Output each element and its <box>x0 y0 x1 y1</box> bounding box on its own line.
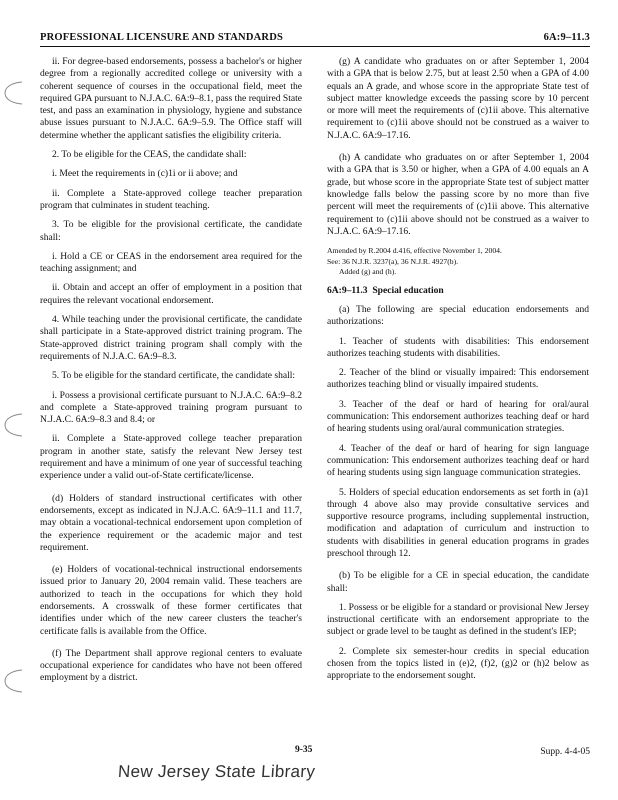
paragraph: 4. While teaching under the provisional certificate, the candidate shall participate in a State-approved district training program. The State-approved district training program shall comply with the requirements of N.J.A.C. 6A:9–8.3. <box>40 314 302 362</box>
paragraph: (b) To be eligible for a CE in special education, the candidate shall: <box>327 570 589 594</box>
page-header <box>40 30 590 47</box>
binder-hole-mark <box>2 412 26 438</box>
paragraph: 4. Teacher of the deaf or hard of hearing for sign language communication: This endorsement authorizes teaching deaf or hard of hearing students using sign language communication strategies. <box>327 442 589 479</box>
paragraph: 5. To be eligible for the standard certificate, the candidate shall: <box>52 370 296 382</box>
section-number: 6A:9–11.3 <box>327 284 368 296</box>
paragraph: (d) Holders of standard instructional certificates with other endorsements, except as indicated in N.J.A.C. 6A:9–11.1 and 11.7, may obtain a vocational-technical endorsement upon completion of the experience requirement or the academic major and test requirement. <box>40 492 302 553</box>
paragraph: 1. Teacher of students with disabilities: This endorsement authorizes teaching students with disabilities. <box>327 335 589 359</box>
paragraph: 2. Teacher of the blind or visually impaired: This endorsement authorizes teaching blind or visually impaired students. <box>327 367 589 391</box>
amendment-note: Amended by R.2004 d.416, effective November 1, 2004. <box>327 246 502 256</box>
paragraph: 2. Complete six semester-hour credits in special education chosen from the topics listed in (e)2, (f)2, (g)2 or (h)2 below as appropriate to the endorsement sought. <box>327 645 589 682</box>
binder-hole-mark <box>2 80 26 106</box>
paragraph: ii. For degree-based endorsements, possess a bachelor's or higher degree from a regionally accredited college or university with a coherent sequence of courses in the occupational field, meet the required GPA pursuant to N.J.A.C. 6A:9–8.1, pass the required State test, and pass an examination in physiology, hygiene and substance abuse issues pursuant to N.J.A.C. 6A:9–5.9. The Office staff will determine whether the applicant satisfies the eligibility criteria. <box>40 56 302 141</box>
binder-hole-mark <box>2 668 26 694</box>
library-watermark: New Jersey State Library <box>117 762 316 781</box>
paragraph: ii. Obtain and accept an offer of employment in a position that requires the relevant vocational endorsement. <box>40 282 302 306</box>
paragraph: i. Possess a provisional certificate pursuant to N.J.A.C. 6A:9–8.2 and complete a State-approved training program pursuant to N.J.A.C. 6A:9–8.3 and 8.4; or <box>40 389 302 426</box>
section-title: Special education <box>372 284 444 296</box>
running-head-title: PROFESSIONAL LICENSURE AND STANDARDS <box>40 32 284 43</box>
paragraph-h: (h) A candidate who graduates on or after September 1, 2004 with a GPA that is 3.50 or higher, when a GPA of 4.00 equals an A grade, but whose score in the appropriate State test of subject matter knowledge falls below the passing score by no more than five percent will meet the requirements of (c)1ii above. This alternative requirement to (c)1ii above should not be construed as a waiver to N.J.A.C. 6A:9–17.16. <box>327 152 589 237</box>
paragraph: ii. Complete a State-approved college teacher preparation program in another state, satisfy the relevant New Jersey test requirement and have a minimum of one year of successful teaching experience under a valid out-of-State certificate/license. <box>40 433 302 482</box>
section-heading <box>327 285 589 297</box>
right-column <box>327 56 589 690</box>
paragraph-g: (g) A candidate who graduates on or after September 1, 2004 with a GPA that is below 2.75, but at least 2.50 when a GPA of 4.00 equals an A grade, and whose score in the appropriate State test of subject matter knowledge exceeds the passing score by 10 percent or more will meet the requirements of (c)1ii above. This alternative requirement to (c)1ii above should not be construed as a waiver to N.J.A.C. 6A:9–17.16. <box>327 56 589 141</box>
amendment-citation: See: 36 N.J.R. 3237(a), 36 N.J.R. 4927(b). <box>327 256 459 266</box>
paragraph: (e) Holders of vocational-technical instructional endorsements issued prior to January 20, 2004 remain valid. These teachers are authorized to teach in the occupations for which they hold endorsements. A crosswalk of these former certificates that identifies under which of the new career clusters the teacher's certificate falls is available from the Office. <box>40 564 302 637</box>
paragraph: 1. Possess or be eligible for a standard or provisional New Jersey instructional certificate with an endorsement appropriate to the subject or grade level to be taught as defined in the student's IEP; <box>327 601 589 638</box>
amendment-change: Added (g) and (h). <box>339 267 397 277</box>
paragraph: 3. Teacher of the deaf or hard of hearing for oral/aural communication: This endorsement authorizes teaching deaf or hard of hearing students using oral/aural communication strategies. <box>327 398 589 435</box>
paragraph: 3. To be eligible for the provisional certificate, the candidate shall: <box>40 219 302 243</box>
paragraph: (a) The following are special education endorsements and authorizations: <box>327 303 589 328</box>
paragraph: i. Hold a CE or CEAS in the endorsement area required for the teaching assignment; and <box>40 250 302 275</box>
paragraph: ii. Complete a State-approved college teacher preparation program that culminates in student teaching. <box>40 187 302 211</box>
paragraph: i. Meet the requirements in (c)1i or ii above; and <box>52 168 238 180</box>
left-column <box>40 56 302 692</box>
paragraph: (f) The Department shall approve regional centers to evaluate occupational experience for candidates who have not been offered employment by a district. <box>40 647 302 684</box>
running-head-section: 6A:9–11.3 <box>543 32 590 43</box>
supplement-date: Supp. 4-4-05 <box>540 747 590 757</box>
paragraph: 5. Holders of special education endorsements as set forth in (a)1 through 4 above also may provide consultative services and supportive resource programs, including supplemental instruction, modification and adaptation of curriculum and instruction to students with disabilities in general education programs in grades preschool through 12. <box>327 486 589 559</box>
paragraph: 2. To be eligible for the CEAS, the candidate shall: <box>52 149 247 161</box>
page-number: 9-35 <box>295 745 313 755</box>
